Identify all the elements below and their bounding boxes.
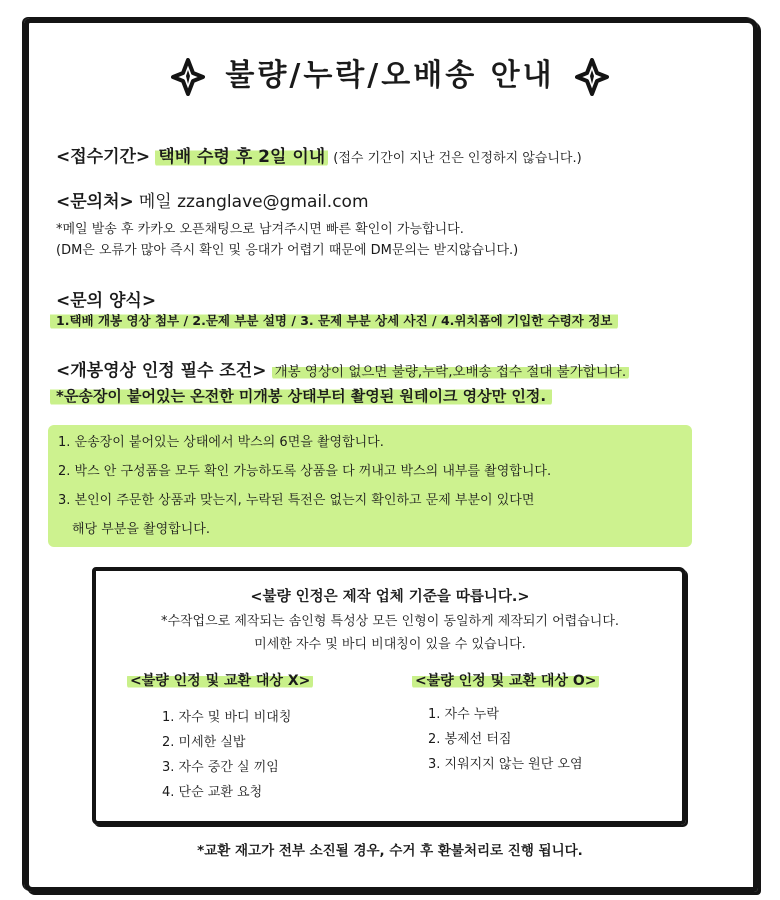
no-item-3: 3. 자수 중간 실 끼임 [162,760,279,775]
period-value: 택배 수령 후 2일 이내 [155,147,328,167]
no-label-row [127,670,313,690]
period-label: <접수기간> [56,147,151,167]
no-item-4: 4. 단순 교환 요청 [162,785,263,800]
step-2: 2. 박스 안 구성품을 모두 확인 가능하도록 상품을 다 꺼내고 박스의 내부를 촬영합니다. [58,464,552,479]
defect-note-2: 미세한 자수 및 바디 비대칭이 있을 수 있습니다. [254,637,526,652]
step-3: 3. 본인이 주문한 상품과 맞는지, 누락된 특전은 없는지 확인하고 문제 부분이 있다면 [58,493,535,508]
page-title: 불량/누락/오배송 안내 [225,58,555,93]
contact-row [56,187,369,212]
footer-note: *교환 재고가 전부 소진될 경우, 수거 후 환불처리로 진행 됩니다. [197,843,583,859]
page-title-row [0,50,780,96]
yes-item-3: 3. 지워지지 않는 원단 오염 [428,757,583,772]
unboxing-row [56,356,629,381]
sparkle-icon [575,58,609,96]
yes-item-2: 2. 봉제선 터짐 [428,732,512,747]
defect-title: <불량 인정은 제작 업체 기준을 따릅니다.> [250,589,530,605]
contact-note-2: (DM은 오류가 많아 즉시 확인 및 응대가 어렵기 때문에 DM문의는 받지않습니다.) [56,243,519,258]
yes-item-1: 1. 자수 누락 [428,707,499,722]
step-3-cont: 해당 부분을 촬영합니다. [72,522,210,537]
unboxing-label: <개봉영상 인정 필수 조건> [56,361,267,381]
sparkle-icon [171,58,205,96]
unboxing-emphasis: *운송장이 붙어있는 온전한 미개봉 상태부터 촬영된 원테이크 영상만 인정. [50,386,552,406]
no-label: <불량 인정 및 교환 대상 X> [127,673,313,689]
unboxing-note: 개봉 영상이 없으면 불량,누락,오배송 접수 절대 불가합니다. [272,364,630,380]
yes-label-row [412,670,599,690]
step-1: 1. 운송장이 붙어있는 상태에서 박스의 6면을 촬영합니다. [58,435,384,450]
form-row [50,310,618,329]
unboxing-emphasis-row [50,385,552,406]
form-label: <문의 양식> [56,291,157,311]
period-note: (접수 기간이 지난 건은 인정하지 않습니다.) [333,151,582,166]
contact-label: <문의처> [56,192,134,212]
no-item-2: 2. 미세한 실밥 [162,735,246,750]
contact-note-1: *메일 발송 후 카카오 오픈채팅으로 남겨주시면 빠른 확인이 가능합니다. [56,222,464,237]
no-item-1: 1. 자수 및 바디 비대칭 [162,710,292,725]
period-row [56,142,582,167]
contact-email[interactable]: 메일 zzanglave@gmail.com [138,192,369,212]
defect-note-1: *수작업으로 제작되는 솜인형 특성상 모든 인형이 동일하게 제작되기 어렵습니다. [160,614,620,629]
yes-label: <불량 인정 및 교환 대상 O> [412,673,599,689]
form-value: 1.택배 개봉 영상 첨부 / 2.문제 부분 설명 / 3. 문제 부분 상세 사진 / 4.위치폼에 기입한 수령자 정보 [50,311,618,330]
